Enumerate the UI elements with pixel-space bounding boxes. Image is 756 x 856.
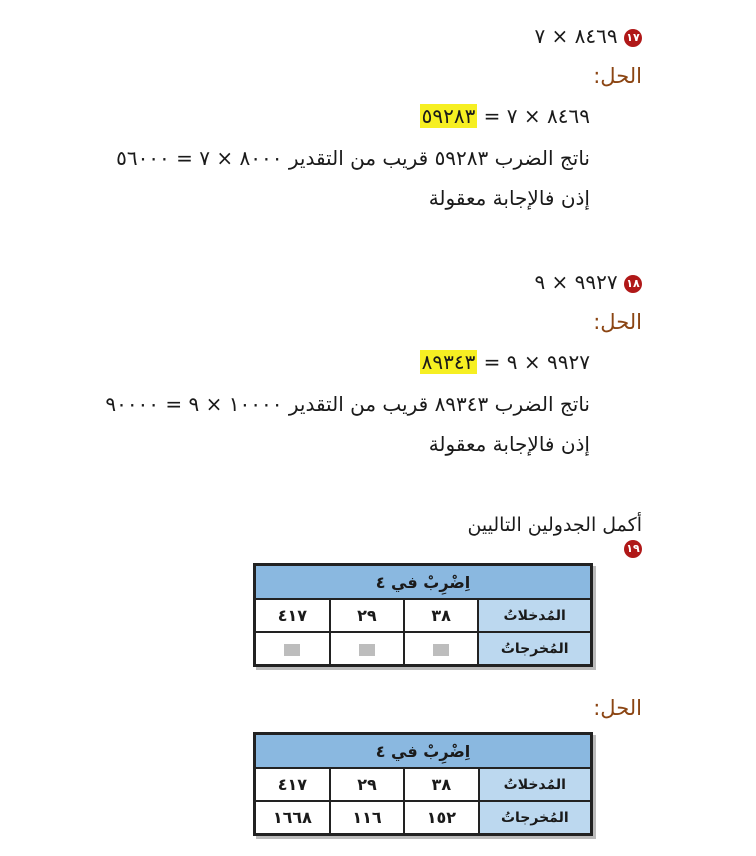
solution-label: الحل: bbox=[593, 64, 642, 88]
highlighted-answer: ٨٩٣٤٣ bbox=[421, 350, 476, 374]
blank-box-icon bbox=[359, 644, 375, 656]
blank-box-icon bbox=[433, 644, 449, 656]
question-text: ٨٤٦٩ × ٧ bbox=[534, 24, 618, 48]
table-title: اِضْرِبْ في ٤ bbox=[255, 565, 592, 600]
input-cell: ٣٨ bbox=[404, 768, 478, 801]
solution-line-2: ناتج الضرب ٨٩٣٤٣ قريب من التقدير ١٠٠٠٠ × ٩ = ٩٠٠٠٠ bbox=[105, 392, 590, 416]
outputs-label: المُخرجاتُ bbox=[478, 632, 591, 666]
blank-cell bbox=[255, 632, 330, 666]
blank-box-icon bbox=[284, 644, 300, 656]
table-title: اِضْرِبْ في ٤ bbox=[255, 734, 592, 769]
exercise-table bbox=[253, 563, 593, 667]
solution-line-1 bbox=[420, 104, 590, 128]
blank-cell bbox=[330, 632, 404, 666]
table-row bbox=[255, 632, 592, 666]
outputs-label: المُخرجاتُ bbox=[479, 801, 592, 835]
problem-number-badge: ١٨ bbox=[624, 275, 642, 293]
solution-line-2: ناتج الضرب ٥٩٢٨٣ قريب من التقدير ٨٠٠٠ × ٧ = ٥٦٠٠٠ bbox=[116, 146, 590, 170]
input-cell: ٣٨ bbox=[404, 599, 478, 632]
highlighted-answer: ٥٩٢٨٣ bbox=[421, 104, 476, 128]
problem-17-question bbox=[534, 24, 642, 48]
input-cell: ٤١٧ bbox=[255, 768, 330, 801]
table-row bbox=[255, 768, 592, 801]
problem-18-question bbox=[534, 270, 642, 294]
inputs-label: المُدخلاتُ bbox=[479, 768, 592, 801]
output-cell: ١٥٢ bbox=[404, 801, 478, 835]
expression: ٩٩٢٧ × ٩ = bbox=[483, 350, 590, 374]
table-row bbox=[255, 599, 592, 632]
question-text: ٩٩٢٧ × ٩ bbox=[534, 270, 618, 294]
table-row bbox=[255, 801, 592, 835]
input-cell: ٤١٧ bbox=[255, 599, 330, 632]
solution-label: الحل: bbox=[593, 696, 642, 720]
solution-line-3: إذن فالإجابة معقولة bbox=[428, 432, 590, 456]
output-cell: ١٦٦٨ bbox=[255, 801, 330, 835]
problem-number-badge: ١٩ bbox=[624, 540, 642, 558]
expression: ٨٤٦٩ × ٧ = bbox=[483, 104, 590, 128]
problem-19-question: أكمل الجدولين التاليين bbox=[467, 514, 642, 536]
blank-cell bbox=[404, 632, 478, 666]
solution-label: الحل: bbox=[593, 310, 642, 334]
solution-line-3: إذن فالإجابة معقولة bbox=[428, 186, 590, 210]
inputs-label: المُدخلاتُ bbox=[478, 599, 591, 632]
input-cell: ٢٩ bbox=[330, 768, 404, 801]
output-cell: ١١٦ bbox=[330, 801, 404, 835]
input-cell: ٢٩ bbox=[330, 599, 404, 632]
problem-number-badge: ١٧ bbox=[624, 29, 642, 47]
solution-table bbox=[253, 732, 593, 836]
solution-line-1 bbox=[420, 350, 590, 374]
